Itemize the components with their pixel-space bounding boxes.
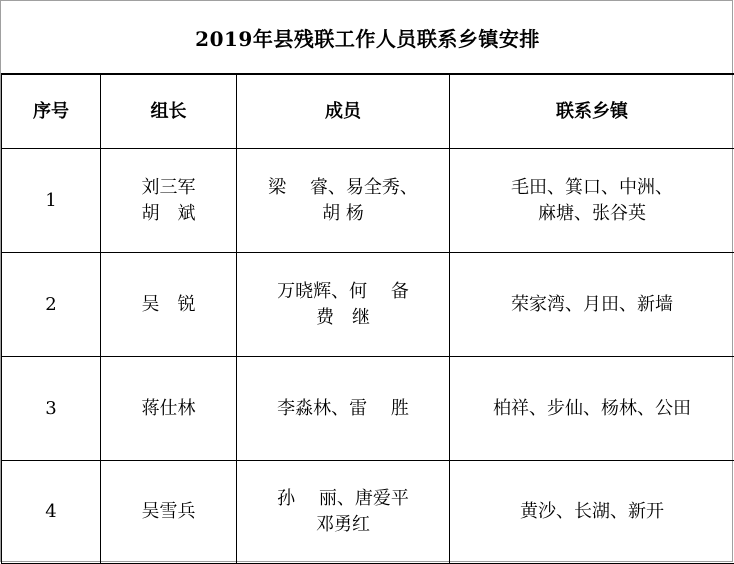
members-line: 梁 睿、易全秀、	[237, 175, 449, 201]
header-leader: 组长	[101, 75, 237, 149]
row-number: 4	[45, 501, 56, 522]
members-line: 费 继	[237, 305, 449, 331]
members-line: 胡 杨	[237, 201, 449, 227]
cell-no	[2, 357, 101, 461]
cell-towns	[450, 149, 734, 253]
table-header-row	[2, 75, 734, 149]
towns-line: 麻塘、张谷英	[450, 201, 734, 227]
cell-leader	[101, 149, 237, 253]
leader-name: 吴 锐	[101, 292, 236, 318]
cell-members	[237, 253, 450, 357]
row-number: 2	[45, 294, 56, 315]
members-line: 李淼林、雷 胜	[237, 396, 449, 422]
members-line: 孙 丽、唐爱平	[237, 486, 449, 512]
table-row	[2, 149, 734, 253]
cell-no	[2, 149, 101, 253]
cell-members	[237, 149, 450, 253]
header-no: 序号	[2, 75, 101, 149]
table-row	[2, 461, 734, 564]
cell-leader	[101, 253, 237, 357]
cell-leader	[101, 461, 237, 564]
cell-leader	[101, 357, 237, 461]
table-row	[2, 357, 734, 461]
row-number: 3	[45, 398, 56, 419]
cell-no	[2, 253, 101, 357]
assignment-table	[1, 74, 734, 564]
towns-line: 柏祥、步仙、杨林、公田	[450, 396, 734, 422]
towns-line: 荣家湾、月田、新墙	[450, 292, 734, 318]
leader-name: 刘三军	[101, 175, 236, 201]
cell-towns	[450, 461, 734, 564]
members-line: 邓勇红	[237, 512, 449, 538]
table-row	[2, 253, 734, 357]
cell-members	[237, 461, 450, 564]
cell-towns	[450, 357, 734, 461]
cell-members	[237, 357, 450, 461]
header-members: 成员	[237, 75, 450, 149]
cell-no	[2, 461, 101, 564]
leader-name: 胡 斌	[101, 201, 236, 227]
leader-name: 蒋仕林	[101, 396, 236, 422]
towns-line: 黄沙、长湖、新开	[450, 499, 734, 525]
towns-line: 毛田、箕口、中洲、	[450, 175, 734, 201]
document-title: 2019年县残联工作人员联系乡镇安排	[1, 1, 734, 74]
leader-name: 吴雪兵	[101, 499, 236, 525]
row-number: 1	[45, 190, 56, 211]
members-line: 万晓辉、何 备	[237, 279, 449, 305]
header-towns: 联系乡镇	[450, 75, 734, 149]
cell-towns	[450, 253, 734, 357]
